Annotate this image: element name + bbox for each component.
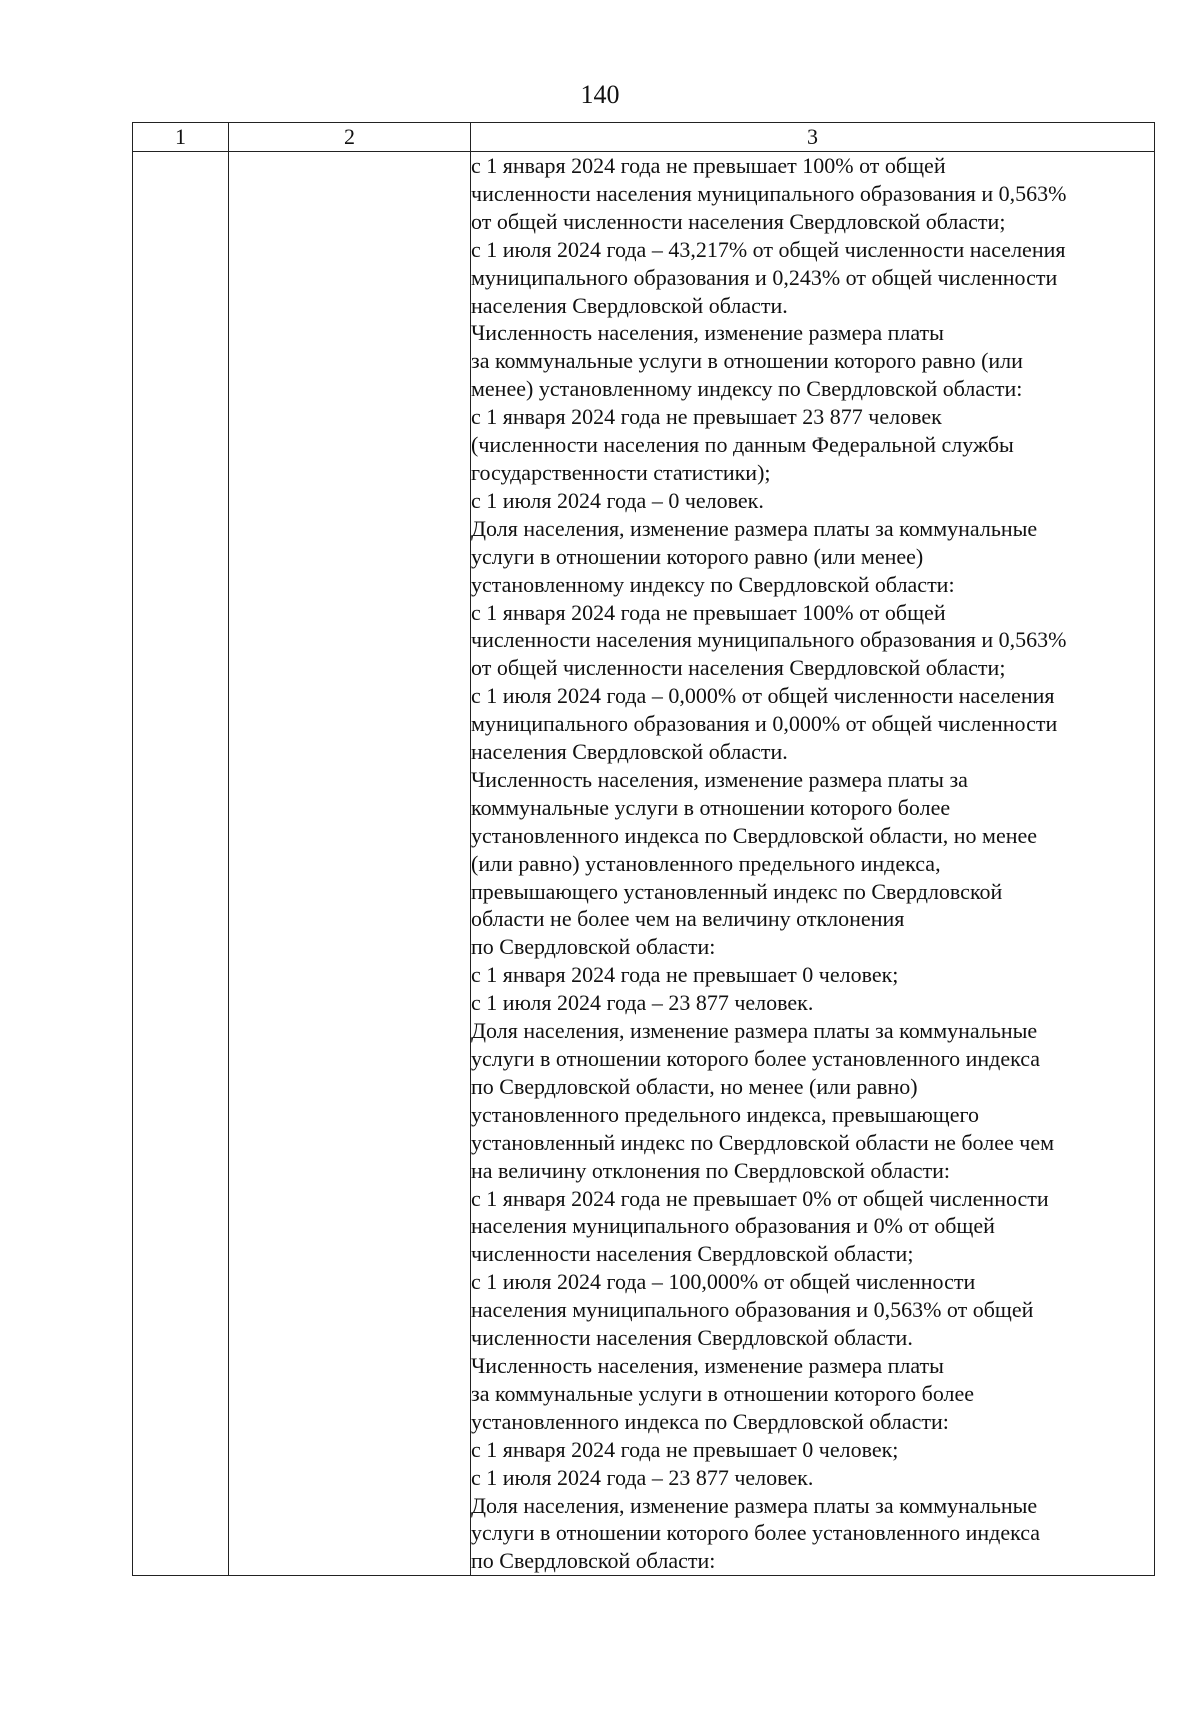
text-line: от общей численности населения Свердловской области;	[471, 208, 1006, 234]
text-line: установленного предельного индекса, превышающего	[471, 1101, 979, 1127]
text-line: с 1 января 2024 года не превышает 100% от общей	[471, 153, 946, 178]
text-line: с 1 июля 2024 года – 23 877 человек.	[471, 1464, 814, 1490]
column-3-text	[471, 152, 1154, 1575]
column-1-header: 1	[133, 123, 229, 152]
text-line: с 1 июля 2024 года – 43,217% от общей численности населения	[471, 236, 1066, 262]
text-line: численности населения муниципального образования и 0,563%	[471, 627, 1067, 653]
text-line: численности населения муниципального образования и 0,563%	[471, 180, 1067, 206]
table-row	[133, 152, 1155, 1576]
text-line: с 1 июля 2024 года – 0 человек.	[471, 487, 764, 513]
column-3-cell	[471, 152, 1155, 1576]
text-line: по Свердловской области:	[471, 934, 716, 960]
text-line: за коммунальные услуги в отношении которого равно (или	[471, 348, 1023, 374]
column-3-header: 3	[471, 123, 1155, 152]
text-line: государственности статистики);	[471, 459, 771, 485]
column-2-cell	[229, 152, 471, 1576]
text-line: с 1 июля 2024 года – 0,000% от общей численности населения	[471, 683, 1055, 709]
column-1-cell	[133, 152, 229, 1576]
text-line: менее) установленному индексу по Свердловской области:	[471, 376, 1023, 402]
text-line: населения Свердловской области.	[471, 292, 788, 318]
text-line: с 1 января 2024 года не превышает 0% от общей численности	[471, 1185, 1049, 1211]
text-line: населения муниципального образования и 0,563% от общей	[471, 1297, 1034, 1323]
text-line: с 1 января 2024 года не превышает 23 877 человек	[471, 404, 942, 430]
text-line: численности населения Свердловской области.	[471, 1325, 913, 1351]
text-line: услуги в отношении которого равно (или менее)	[471, 543, 924, 569]
text-line: на величину отклонения по Свердловской области:	[471, 1157, 950, 1183]
text-line: установленный индекс по Свердловской области не более чем	[471, 1129, 1054, 1155]
text-line: муниципального образования и 0,000% от общей численности	[471, 711, 1058, 737]
page-number: 140	[580, 80, 620, 109]
text-line: Доля населения, изменение размера платы за коммунальные	[471, 1492, 1038, 1518]
text-line: установленного индекса по Свердловской области:	[471, 1408, 949, 1434]
text-line: с 1 января 2024 года не превышает 0 человек;	[471, 962, 899, 988]
text-line: муниципального образования и 0,243% от общей численности	[471, 264, 1058, 290]
text-line: Численность населения, изменение размера платы	[471, 320, 944, 346]
text-line: населения Свердловской области.	[471, 739, 788, 765]
table-header-row	[133, 123, 1155, 152]
text-line: установленного индекса по Свердловской области, но менее	[471, 822, 1038, 848]
text-line: Численность населения, изменение размера платы	[471, 1352, 944, 1378]
column-2-header: 2	[229, 123, 471, 152]
text-line: Численность населения, изменение размера платы за	[471, 766, 968, 792]
text-line: коммунальные услуги в отношении которого более	[471, 794, 951, 820]
text-line: с 1 июля 2024 года – 23 877 человек.	[471, 990, 814, 1016]
text-line: от общей численности населения Свердловской области;	[471, 655, 1006, 681]
text-line: населения муниципального образования и 0% от общей	[471, 1213, 995, 1239]
text-line: численности населения Свердловской области;	[471, 1241, 914, 1267]
text-line: с 1 января 2024 года не превышает 0 человек;	[471, 1436, 899, 1462]
text-line: установленному индексу по Свердловской области:	[471, 571, 955, 597]
text-line: превышающего установленный индекс по Свердловской	[471, 878, 1003, 904]
text-line: (или равно) установленного предельного индекса,	[471, 850, 941, 876]
text-line: услуги в отношении которого более установленного индекса	[471, 1046, 1041, 1071]
text-line: (численности населения по данным Федеральной службы	[471, 432, 1014, 458]
text-line: с 1 июля 2024 года – 100,000% от общей численности	[471, 1269, 976, 1295]
text-line: по Свердловской области, но менее (или равно)	[471, 1073, 918, 1099]
text-line: по Свердловской области:	[471, 1548, 716, 1574]
text-line: за коммунальные услуги в отношении которого более	[471, 1380, 975, 1406]
text-line: с 1 января 2024 года не превышает 100% от общей	[471, 599, 946, 625]
document-table	[132, 122, 1155, 1576]
text-line: Доля населения, изменение размера платы за коммунальные	[471, 515, 1038, 541]
text-line: услуги в отношении которого более установленного индекса	[471, 1520, 1041, 1546]
text-line: Доля населения, изменение размера платы за коммунальные	[471, 1018, 1038, 1044]
text-line: области не более чем на величину отклонения	[471, 906, 905, 932]
